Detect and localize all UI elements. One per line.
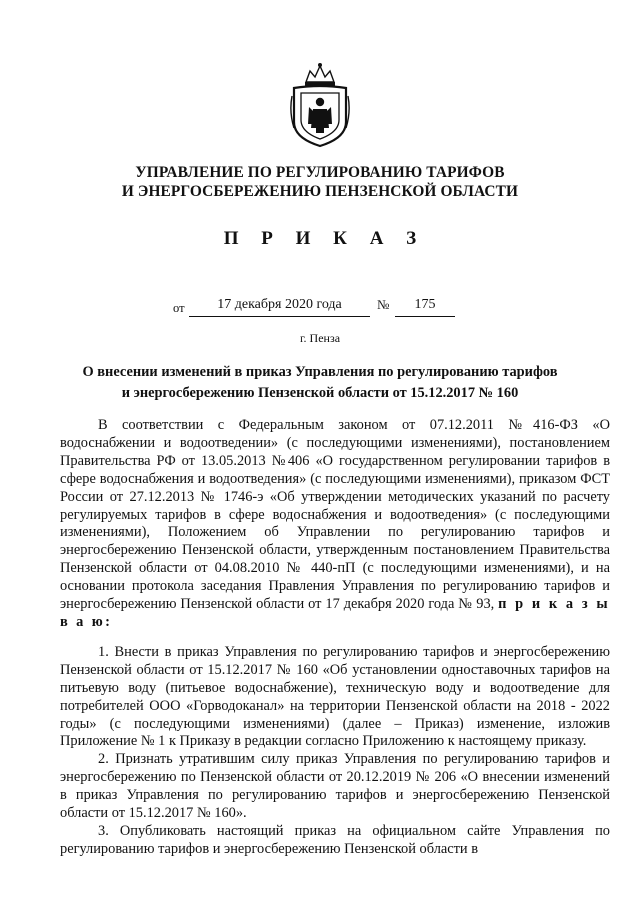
order-item-2: 2. Признать утратившим силу приказ Управления по регулированию тарифов и энергосбережению по Пензенской области от 20.12.2019 № 206 «О внесении изменений в приказ Управления по регулированию тарифов и энергосбережению Пензенской области от 15.12.2017 № 160». <box>60 751 610 822</box>
date-label: от <box>173 301 185 315</box>
decree-word: п р и к а з ы в а ю: <box>60 596 610 630</box>
number-label: № <box>377 297 390 312</box>
preamble-text: В соответствии с Федеральным законом от 07.12.2011 №416-ФЗ «О водоснабжении и водоотведении» (с последующими изменениями), постановлением Правительства РФ от 13.05.2013 №406 «О государственном регулировании тарифов в сфере водоснабжения и водоотведения» (с последующими изменениями), приказом ФСТ России от 27.12.2013 № 1746-э «Об утверждении методических указаний по расчету регулируемых тарифов в сфере водоснабжения и водоотведения» (с последующими изменениями), Положением об Управлении по регулированию тарифов и энергосбережению Пензенской области, утвержденным постановлением Правительства Пензенской области от 04.08.2010 № 440-пП (с последующими изменениями), и на основании протокола заседания Правления Управления по регулированию тарифов и энергосбережению Пензенской области от 17 декабря 2020 года № 93, <box>60 417 610 613</box>
document-number: 175 <box>395 297 455 317</box>
document-date: 17 декабря 2020 года <box>189 297 370 317</box>
preamble-paragraph <box>60 417 610 632</box>
org-name-line-2: И ЭНЕРГОСБЕРЕЖЕНИЮ ПЕНЗЕНСКОЙ ОБЛАСТИ <box>121 183 519 200</box>
coat-of-arms-emblem <box>288 62 352 148</box>
org-name-line-1: УПРАВЛЕНИЕ ПО РЕГУЛИРОВАНИЮ ТАРИФОВ <box>135 164 505 181</box>
document-city: г. Пенза <box>299 331 341 345</box>
document-subject <box>60 362 580 404</box>
subject-line-2: и энергосбережению Пензенской области от 15.12.2017 № 160 <box>121 385 519 401</box>
document-title: П Р И К А З <box>223 228 426 249</box>
order-item-1: 1. Внести в приказ Управления по регулированию тарифов и энергосбережению Пензенской области от 15.12.2017 № 160 «Об установлении одноставочных тарифов на питьевую воду (питьевое водоснабжение), техническую воду и водоотведение для потребителей ООО «Горводоканал» на территории Пензенской области на 2018 - 2022 годы» (с последующими изменениями) (далее – Приказ) изменение, изложив Приложение № 1 к Приказу в редакции согласно Приложению к настоящему приказу. <box>60 643 610 750</box>
order-item-3: 3. Опубликовать настоящий приказ на официальном сайте Управления по регулированию тарифов и энергосбережению Пензенской области в <box>60 822 610 857</box>
date-number-row <box>0 297 640 323</box>
document-body <box>60 417 610 859</box>
subject-line-1: О внесении изменений в приказ Управления по регулированию тарифов <box>82 364 558 380</box>
